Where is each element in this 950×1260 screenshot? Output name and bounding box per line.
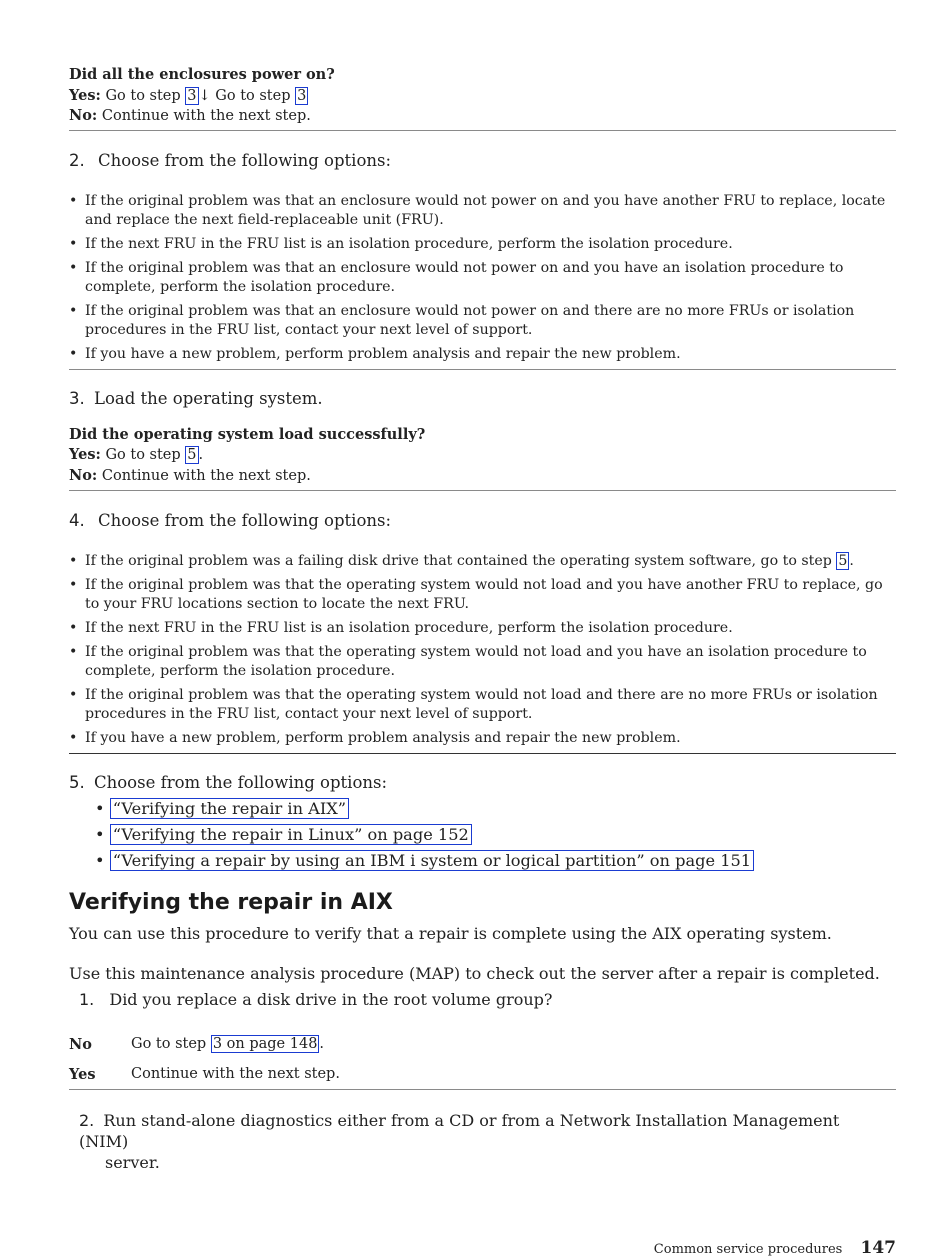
list-item: • If the original problem was that an enclosure would not power on and you have another FRU to replace, locate and replace the next field-replaceable unit (FRU). [69, 193, 886, 228]
step-text-line-1: Run stand-alone diagnostics either from a CD or from a Network Installation Management (NIM) [79, 1111, 840, 1151]
step-text: Choose from the following options: [94, 773, 388, 792]
no-label: No: [69, 107, 98, 124]
step-4 [69, 511, 391, 530]
step-text: Load the operating system. [94, 389, 323, 408]
list-item: • If the original problem was that the operating system would not load and you have an isolation procedure to complete, perform the isolation procedure. [69, 644, 867, 679]
step-5-link[interactable]: 5 [187, 447, 197, 463]
step-number: 4. [69, 511, 85, 530]
step-3-page-148-link[interactable]: 3 on page 148 [212, 1036, 318, 1052]
verify-ibmi-link[interactable]: “Verifying a repair by using an IBM i system or logical partition” on page 151 [110, 850, 754, 871]
no-text: Continue with the next step. [101, 108, 311, 124]
list-item: • If the original problem was that the operating system would not load and there are no more FRUs or isolation procedures in the FRU list, contact your next level of support. [69, 687, 878, 722]
yes-text-a: Go to step [105, 88, 181, 104]
answer-table [69, 1036, 896, 1090]
os-load-yes-line [69, 445, 203, 465]
divider [69, 130, 896, 131]
map-description: Use this maintenance analysis procedure (MAP) to check out the server after a repair is completed. [69, 964, 880, 983]
yes-text-b: Go to step [215, 88, 291, 104]
step-number: 1. [79, 990, 95, 1009]
page-number: 147 [860, 1238, 896, 1258]
list-item: • If the original problem was that an enclosure would not power on and you have an isolation procedure to complete, perform the isolation procedure. [69, 260, 844, 295]
down-arrow-icon: ↓ [198, 88, 211, 104]
step-text: Choose from the following options: [98, 151, 392, 170]
enclosures-question: Did all the enclosures power on? [69, 66, 335, 83]
yes-label: Yes: [69, 87, 101, 104]
step-3-link-a[interactable]: 3 [187, 88, 197, 104]
step-text-line-2: server. [105, 1153, 160, 1172]
step-text: Choose from the following options: [98, 511, 392, 530]
no-label: No: [69, 467, 98, 484]
step-2 [69, 151, 391, 170]
verify-aix-link[interactable]: “Verifying the repair in AIX” [110, 798, 349, 819]
step-5-options [95, 798, 754, 876]
page-footer [654, 1238, 896, 1258]
list-item: • If the next FRU in the FRU list is an isolation procedure, perform the isolation procedure. [69, 236, 733, 252]
list-item: • If the original problem was that an enclosure would not power on and there are no more FRUs or isolation procedures in the FRU list, contact your next level of support. [69, 303, 855, 338]
yes-answer: Continue with the next step. [131, 1066, 340, 1082]
no-text: Continue with the next step. [101, 468, 311, 484]
no-label: No [69, 1036, 92, 1053]
list-item: • If you have a new problem, perform problem analysis and repair the new problem. [69, 730, 681, 746]
list-item: • If the original problem was a failing disk drive that contained the operating system software, go to step 5 . [69, 553, 854, 569]
table-row [69, 1036, 896, 1066]
no-answer: Go to step 3 on page 148 . [131, 1036, 325, 1052]
question-1 [79, 990, 553, 1009]
punctuation: . [198, 447, 204, 463]
list-item: • “Verifying the repair in AIX” [95, 798, 754, 824]
list-item: • “Verifying the repair in Linux” on page 152 [95, 824, 754, 850]
footer-title: Common service procedures [653, 1242, 843, 1257]
step-2-options [69, 192, 896, 364]
section-heading: Verifying the repair in AIX [69, 890, 393, 915]
step-5 [69, 773, 387, 792]
divider [69, 490, 896, 491]
step-5-link[interactable]: 5 [838, 553, 848, 569]
list-item: • If the next FRU in the FRU list is an isolation procedure, perform the isolation procedure. [69, 620, 733, 636]
step-number: 5. [69, 773, 85, 792]
step-3-link-b[interactable]: 3 [297, 88, 307, 104]
step-number: 3. [69, 389, 85, 408]
yes-label: Yes: [69, 446, 101, 463]
divider [69, 753, 896, 754]
divider [69, 1089, 896, 1090]
step-text: Did you replace a disk drive in the root volume group? [109, 990, 553, 1009]
table-row [69, 1066, 896, 1090]
verify-linux-link[interactable]: “Verifying the repair in Linux” on page 152 [110, 824, 472, 845]
yes-text: Go to step [105, 447, 181, 463]
os-load-question: Did the operating system load successfully? [69, 426, 426, 443]
step-4-options [69, 552, 896, 748]
yes-label: Yes [69, 1066, 96, 1083]
os-load-no-line [69, 466, 311, 486]
list-item: • “Verifying a repair by using an IBM i system or logical partition” on page 151 [95, 850, 754, 876]
divider [69, 369, 896, 370]
step-3 [69, 389, 323, 408]
enclosures-yes-line [69, 86, 308, 106]
step-number: 2. [69, 151, 85, 170]
section-intro: You can use this procedure to verify that a repair is complete using the AIX operating system. [69, 924, 832, 943]
step-number: 2. [79, 1111, 95, 1130]
list-item: • If you have a new problem, perform problem analysis and repair the new problem. [69, 346, 681, 362]
enclosures-no-line [69, 106, 311, 126]
list-item: • If the original problem was that the operating system would not load and you have another FRU to replace, go to your FRU locations section to locate the next FRU. [69, 577, 883, 612]
aix-step-2 [79, 1110, 889, 1173]
